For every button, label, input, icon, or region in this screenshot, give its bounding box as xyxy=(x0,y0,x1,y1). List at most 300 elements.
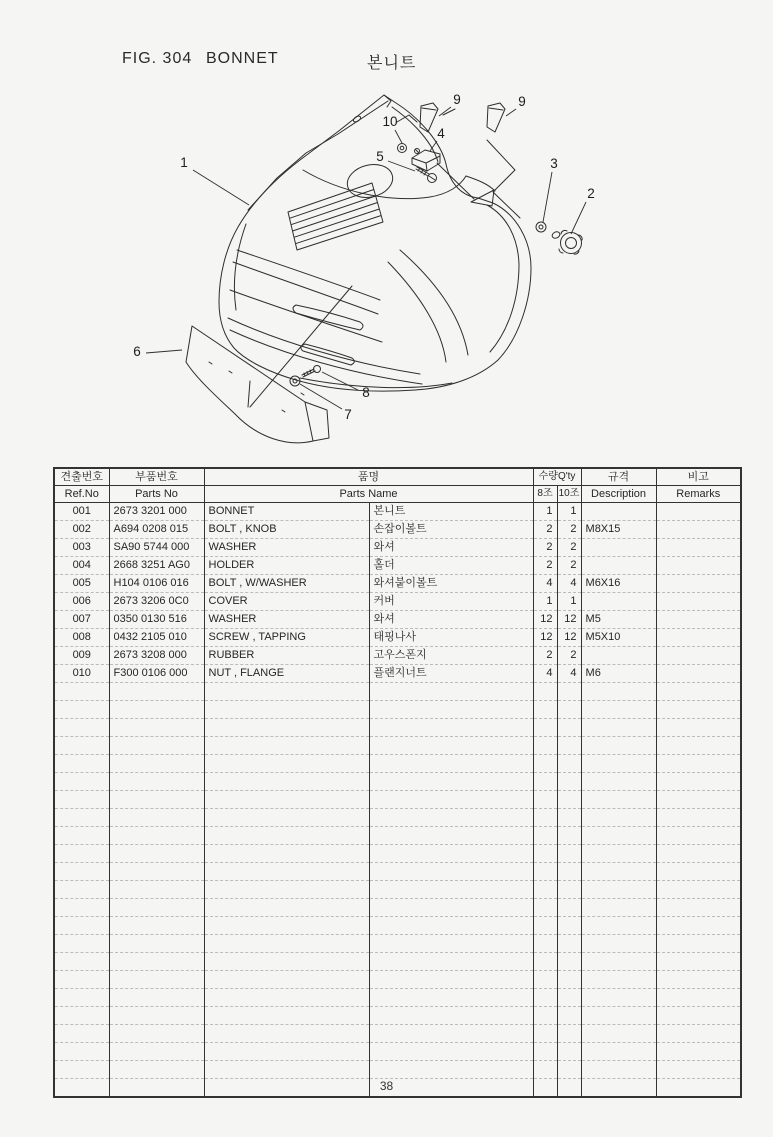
cell-parts-name-ko: 커버 xyxy=(369,593,533,611)
callout-number-9: 9 xyxy=(453,92,461,107)
table-row xyxy=(54,575,741,593)
cell-qty-10 xyxy=(557,1025,581,1043)
cell-parts-name-en: WASHER xyxy=(204,611,369,629)
cell-remarks xyxy=(656,1061,741,1079)
header-qty-ko: 수량Q'ty xyxy=(533,468,581,486)
cell-parts-name-en xyxy=(204,773,369,791)
cell-qty-10 xyxy=(557,683,581,701)
cell-qty-10: 2 xyxy=(557,521,581,539)
table-row-empty xyxy=(54,935,741,953)
cell-parts-no xyxy=(109,1043,204,1061)
cell-description xyxy=(581,773,656,791)
cell-parts-name-en xyxy=(204,1025,369,1043)
table-row-empty xyxy=(54,863,741,881)
header-row-korean xyxy=(54,468,741,486)
cell-description xyxy=(581,971,656,989)
cell-ref-no xyxy=(54,1025,109,1043)
cell-parts-name-ko xyxy=(369,773,533,791)
cell-remarks xyxy=(656,521,741,539)
cell-parts-no xyxy=(109,683,204,701)
cell-parts-name-ko xyxy=(369,791,533,809)
cell-qty-8 xyxy=(533,989,557,1007)
cell-qty-10 xyxy=(557,1061,581,1079)
header-desc-ko: 규격 xyxy=(581,468,656,486)
cell-parts-no xyxy=(109,791,204,809)
cell-qty-8: 2 xyxy=(533,647,557,665)
parts-table xyxy=(53,467,742,1098)
cell-parts-name-en xyxy=(204,881,369,899)
header-remarks-en: Remarks xyxy=(656,486,741,503)
cell-parts-no: SA90 5744 000 xyxy=(109,539,204,557)
callout-leader-1 xyxy=(193,170,249,205)
cell-qty-10 xyxy=(557,701,581,719)
cell-parts-no xyxy=(109,899,204,917)
cell-description xyxy=(581,881,656,899)
cell-description xyxy=(581,989,656,1007)
table-row xyxy=(54,629,741,647)
table-row-empty xyxy=(54,971,741,989)
cell-qty-8 xyxy=(533,1061,557,1079)
callout-number-9: 9 xyxy=(518,94,526,109)
assembly-lines xyxy=(250,163,474,407)
cell-qty-8 xyxy=(533,809,557,827)
callout-number-3: 3 xyxy=(550,156,558,171)
cell-ref-no xyxy=(54,1007,109,1025)
cell-ref-no: 001 xyxy=(54,503,109,521)
cell-parts-name-en: WASHER xyxy=(204,539,369,557)
cell-parts-name-ko: 와셔 xyxy=(369,611,533,629)
cell-description xyxy=(581,827,656,845)
cell-parts-name-en: BOLT , KNOB xyxy=(204,521,369,539)
cell-parts-no: 0432 2105 010 xyxy=(109,629,204,647)
header-parts-no-en: Parts No xyxy=(109,486,204,503)
cell-parts-name-en: BOLT , W/WASHER xyxy=(204,575,369,593)
cell-description xyxy=(581,593,656,611)
cell-parts-name-en xyxy=(204,827,369,845)
cell-ref-no xyxy=(54,989,109,1007)
table-row-empty xyxy=(54,701,741,719)
callout-leader-9 xyxy=(506,109,516,116)
callout-leader-10 xyxy=(395,130,402,143)
cell-parts-no xyxy=(109,971,204,989)
cell-qty-8 xyxy=(533,917,557,935)
cell-remarks xyxy=(656,845,741,863)
cell-description xyxy=(581,1043,656,1061)
knob-bolt-part-2 xyxy=(551,230,582,254)
callout-number-5: 5 xyxy=(376,149,384,164)
cell-description xyxy=(581,647,656,665)
cell-ref-no xyxy=(54,719,109,737)
cell-parts-no xyxy=(109,1061,204,1079)
table-row-empty xyxy=(54,953,741,971)
cell-parts-name-en xyxy=(204,1043,369,1061)
cell-parts-name-ko xyxy=(369,719,533,737)
table-row-empty xyxy=(54,1007,741,1025)
cell-description xyxy=(581,503,656,521)
cell-description xyxy=(581,899,656,917)
cell-qty-10 xyxy=(557,719,581,737)
grille-panel-part-6 xyxy=(186,326,329,443)
figure-diagram xyxy=(0,0,773,462)
cell-qty-8 xyxy=(533,791,557,809)
cell-qty-8 xyxy=(533,755,557,773)
callout-number-4: 4 xyxy=(437,126,445,141)
cell-remarks xyxy=(656,683,741,701)
cell-parts-no xyxy=(109,1007,204,1025)
cell-ref-no xyxy=(54,809,109,827)
header-desc-en: Description xyxy=(581,486,656,503)
cell-parts-no xyxy=(109,755,204,773)
cell-description: M5X10 xyxy=(581,629,656,647)
cell-qty-10: 1 xyxy=(557,593,581,611)
cell-qty-10: 2 xyxy=(557,539,581,557)
cell-parts-name-ko: 본니트 xyxy=(369,503,533,521)
cell-qty-8 xyxy=(533,1007,557,1025)
header-parts-name-ko: 품명 xyxy=(204,468,533,486)
cell-parts-name-ko: 홀더 xyxy=(369,557,533,575)
cell-qty-10 xyxy=(557,971,581,989)
cell-description xyxy=(581,917,656,935)
cell-parts-no xyxy=(109,773,204,791)
cell-qty-10 xyxy=(557,791,581,809)
cell-ref-no xyxy=(54,1061,109,1079)
table-row-empty xyxy=(54,827,741,845)
cell-parts-name-en xyxy=(204,719,369,737)
cell-remarks xyxy=(656,953,741,971)
cell-parts-name-ko xyxy=(369,971,533,989)
header-parts-no-ko: 부품번호 xyxy=(109,468,204,486)
cell-parts-name-ko xyxy=(369,845,533,863)
cell-parts-no xyxy=(109,737,204,755)
cell-description xyxy=(581,791,656,809)
cell-parts-name-ko xyxy=(369,737,533,755)
cell-ref-no xyxy=(54,899,109,917)
cell-remarks xyxy=(656,773,741,791)
cell-parts-no xyxy=(109,701,204,719)
cell-ref-no xyxy=(54,701,109,719)
screw-part-8 xyxy=(302,366,321,378)
cell-description xyxy=(581,683,656,701)
cell-qty-8: 12 xyxy=(533,611,557,629)
table-row-empty xyxy=(54,1025,741,1043)
cell-remarks xyxy=(656,737,741,755)
cell-ref-no: 009 xyxy=(54,647,109,665)
cell-description xyxy=(581,701,656,719)
table-row xyxy=(54,647,741,665)
cell-parts-name-ko xyxy=(369,1007,533,1025)
cell-qty-10 xyxy=(557,845,581,863)
cell-ref-no: 010 xyxy=(54,665,109,683)
cell-description: M5 xyxy=(581,611,656,629)
callout-number-6: 6 xyxy=(133,344,141,359)
table-row-empty xyxy=(54,1061,741,1079)
callout-layer xyxy=(133,92,595,422)
cell-parts-name-ko xyxy=(369,1061,533,1079)
louver-vents xyxy=(288,183,383,250)
cell-qty-8: 12 xyxy=(533,629,557,647)
table-row-empty xyxy=(54,719,741,737)
cell-qty-8: 1 xyxy=(533,593,557,611)
cell-parts-name-en xyxy=(204,989,369,1007)
grille-opening-upper xyxy=(293,305,363,330)
callout-leader-6 xyxy=(146,350,182,353)
cell-parts-name-en xyxy=(204,899,369,917)
table-row-empty xyxy=(54,773,741,791)
table-row-empty xyxy=(54,845,741,863)
cell-qty-8 xyxy=(533,1025,557,1043)
cell-parts-no: 2668 3251 AG0 xyxy=(109,557,204,575)
cell-qty-8 xyxy=(533,935,557,953)
cell-parts-no xyxy=(109,881,204,899)
cell-parts-name-ko xyxy=(369,755,533,773)
cell-qty-8: 4 xyxy=(533,575,557,593)
cell-description xyxy=(581,953,656,971)
cell-qty-8 xyxy=(533,1043,557,1061)
cell-qty-8 xyxy=(533,971,557,989)
cell-qty-10: 1 xyxy=(557,503,581,521)
cell-parts-name-en: SCREW , TAPPING xyxy=(204,629,369,647)
cell-ref-no xyxy=(54,863,109,881)
figure-label: FIG. 304 xyxy=(122,50,193,67)
cell-remarks xyxy=(656,539,741,557)
cell-remarks xyxy=(656,827,741,845)
callout-number-8: 8 xyxy=(362,385,370,400)
cell-parts-name-ko xyxy=(369,1025,533,1043)
cell-ref-no xyxy=(54,827,109,845)
rubber-part-9b xyxy=(487,103,505,132)
cell-qty-8 xyxy=(533,827,557,845)
cell-qty-8 xyxy=(533,863,557,881)
cell-description xyxy=(581,863,656,881)
cell-remarks xyxy=(656,503,741,521)
table-row xyxy=(54,665,741,683)
header-row-english xyxy=(54,486,741,503)
cell-qty-10: 4 xyxy=(557,665,581,683)
cell-qty-8 xyxy=(533,683,557,701)
cell-remarks xyxy=(656,665,741,683)
cell-parts-no: 2673 3208 000 xyxy=(109,647,204,665)
cell-remarks xyxy=(656,629,741,647)
table-row-empty xyxy=(54,791,741,809)
cell-ref-no xyxy=(54,773,109,791)
header-ref-no-en: Ref.No xyxy=(54,486,109,503)
cell-remarks xyxy=(656,1007,741,1025)
cell-parts-name-ko xyxy=(369,683,533,701)
table-row-empty xyxy=(54,809,741,827)
cell-description xyxy=(581,1061,656,1079)
cell-parts-name-en xyxy=(204,917,369,935)
cell-parts-no xyxy=(109,1025,204,1043)
cell-qty-10 xyxy=(557,917,581,935)
cell-qty-8 xyxy=(533,719,557,737)
cell-parts-name-ko xyxy=(369,917,533,935)
callout-leader-2 xyxy=(571,202,586,234)
cell-parts-name-ko xyxy=(369,899,533,917)
cell-remarks xyxy=(656,791,741,809)
cell-parts-no: F300 0106 000 xyxy=(109,665,204,683)
callout-number-2: 2 xyxy=(587,186,595,201)
cell-description xyxy=(581,737,656,755)
cell-ref-no xyxy=(54,1043,109,1061)
cell-ref-no xyxy=(54,935,109,953)
cell-parts-name-en xyxy=(204,737,369,755)
table-row xyxy=(54,503,741,521)
cell-parts-no xyxy=(109,863,204,881)
callout-number-1: 1 xyxy=(180,155,188,170)
cell-description: M6 xyxy=(581,665,656,683)
cell-parts-no: 0350 0130 516 xyxy=(109,611,204,629)
cell-remarks xyxy=(656,881,741,899)
cell-remarks xyxy=(656,899,741,917)
cell-parts-name-ko xyxy=(369,953,533,971)
cell-parts-no: H104 0106 016 xyxy=(109,575,204,593)
cell-parts-no: A694 0208 015 xyxy=(109,521,204,539)
cell-qty-8: 2 xyxy=(533,521,557,539)
cell-parts-name-ko xyxy=(369,827,533,845)
cell-parts-name-en: COVER xyxy=(204,593,369,611)
cell-parts-name-en xyxy=(204,1007,369,1025)
table-row-empty xyxy=(54,899,741,917)
cell-description xyxy=(581,845,656,863)
figure-title-en: BONNET xyxy=(206,50,279,67)
cell-description xyxy=(581,557,656,575)
table-row-empty xyxy=(54,737,741,755)
hinge-clip xyxy=(352,115,361,123)
callout-leader-5 xyxy=(388,161,415,171)
cell-qty-8 xyxy=(533,881,557,899)
table-row-empty xyxy=(54,989,741,1007)
header-qty-10: 10조 xyxy=(557,486,581,503)
table-row-empty xyxy=(54,1043,741,1061)
cell-parts-name-ko: 와셔붙이볼트 xyxy=(369,575,533,593)
cell-description xyxy=(581,539,656,557)
cell-remarks xyxy=(656,701,741,719)
cell-parts-name-en xyxy=(204,971,369,989)
cell-parts-name-en xyxy=(204,863,369,881)
cell-parts-name-ko: 와셔 xyxy=(369,539,533,557)
bonnet-part-1 xyxy=(219,95,531,391)
header-remarks-ko: 비고 xyxy=(656,468,741,486)
cell-description xyxy=(581,809,656,827)
cell-ref-no: 002 xyxy=(54,521,109,539)
cell-remarks xyxy=(656,575,741,593)
cell-description xyxy=(581,1025,656,1043)
cell-remarks xyxy=(656,719,741,737)
cell-ref-no xyxy=(54,737,109,755)
cell-parts-name-ko xyxy=(369,809,533,827)
cell-qty-8 xyxy=(533,773,557,791)
cell-remarks xyxy=(656,647,741,665)
cell-qty-8: 4 xyxy=(533,665,557,683)
cell-parts-name-ko: 플랜지너트 xyxy=(369,665,533,683)
location-arrow xyxy=(471,190,494,206)
cell-ref-no xyxy=(54,845,109,863)
cell-remarks xyxy=(656,1025,741,1043)
cell-parts-name-en: RUBBER xyxy=(204,647,369,665)
cell-parts-name-en xyxy=(204,809,369,827)
cell-parts-name-ko: 손잡이볼트 xyxy=(369,521,533,539)
cell-remarks xyxy=(656,593,741,611)
cell-qty-10 xyxy=(557,989,581,1007)
header-ref-no-ko: 견출번호 xyxy=(54,468,109,486)
cell-remarks xyxy=(656,557,741,575)
cell-description: M6X16 xyxy=(581,575,656,593)
cell-qty-8: 2 xyxy=(533,539,557,557)
cell-qty-10 xyxy=(557,1007,581,1025)
cell-parts-name-en xyxy=(204,791,369,809)
cell-parts-no xyxy=(109,935,204,953)
cell-parts-name-ko: 고우스폰지 xyxy=(369,647,533,665)
washer-part-3 xyxy=(536,222,546,232)
cell-qty-10: 12 xyxy=(557,629,581,647)
cell-remarks xyxy=(656,989,741,1007)
cell-parts-no xyxy=(109,809,204,827)
cell-qty-10 xyxy=(557,809,581,827)
bolt-part-5 xyxy=(416,167,437,183)
rubber-part-9a xyxy=(420,103,438,132)
cell-parts-no: 2673 3201 000 xyxy=(109,503,204,521)
cell-qty-8: 1 xyxy=(533,503,557,521)
cell-description xyxy=(581,755,656,773)
table-row xyxy=(54,611,741,629)
table-row xyxy=(54,593,741,611)
cell-ref-no: 005 xyxy=(54,575,109,593)
cell-qty-10: 2 xyxy=(557,647,581,665)
cell-ref-no xyxy=(54,917,109,935)
grille-opening-lower xyxy=(301,344,354,365)
cell-ref-no xyxy=(54,791,109,809)
cell-ref-no: 006 xyxy=(54,593,109,611)
cell-ref-no xyxy=(54,755,109,773)
cell-parts-no xyxy=(109,827,204,845)
table-row-empty xyxy=(54,881,741,899)
cell-parts-name-ko xyxy=(369,989,533,1007)
cell-parts-name-en xyxy=(204,935,369,953)
washer-part-10 xyxy=(398,144,407,153)
cell-qty-10 xyxy=(557,1043,581,1061)
table-row xyxy=(54,557,741,575)
cell-qty-8: 2 xyxy=(533,557,557,575)
cell-qty-8 xyxy=(533,953,557,971)
cell-qty-10 xyxy=(557,755,581,773)
cell-ref-no: 003 xyxy=(54,539,109,557)
cell-parts-no xyxy=(109,953,204,971)
cell-parts-no xyxy=(109,917,204,935)
cell-qty-10 xyxy=(557,899,581,917)
cell-parts-no xyxy=(109,845,204,863)
cell-description xyxy=(581,719,656,737)
callout-leader-3 xyxy=(543,172,552,222)
cell-qty-8 xyxy=(533,737,557,755)
cell-remarks xyxy=(656,1043,741,1061)
cell-qty-8 xyxy=(533,845,557,863)
cell-parts-name-ko: 태핑나사 xyxy=(369,629,533,647)
cell-qty-10 xyxy=(557,827,581,845)
cell-description xyxy=(581,1007,656,1025)
table-row xyxy=(54,521,741,539)
cell-remarks xyxy=(656,611,741,629)
cell-parts-name-en xyxy=(204,701,369,719)
cell-ref-no xyxy=(54,881,109,899)
cell-ref-no xyxy=(54,971,109,989)
header-qty-8: 8조 xyxy=(533,486,557,503)
cell-parts-name-en: BONNET xyxy=(204,503,369,521)
cell-remarks xyxy=(656,809,741,827)
cell-parts-name-en xyxy=(204,1061,369,1079)
cell-qty-10: 12 xyxy=(557,611,581,629)
table-row-empty xyxy=(54,917,741,935)
cell-ref-no: 004 xyxy=(54,557,109,575)
